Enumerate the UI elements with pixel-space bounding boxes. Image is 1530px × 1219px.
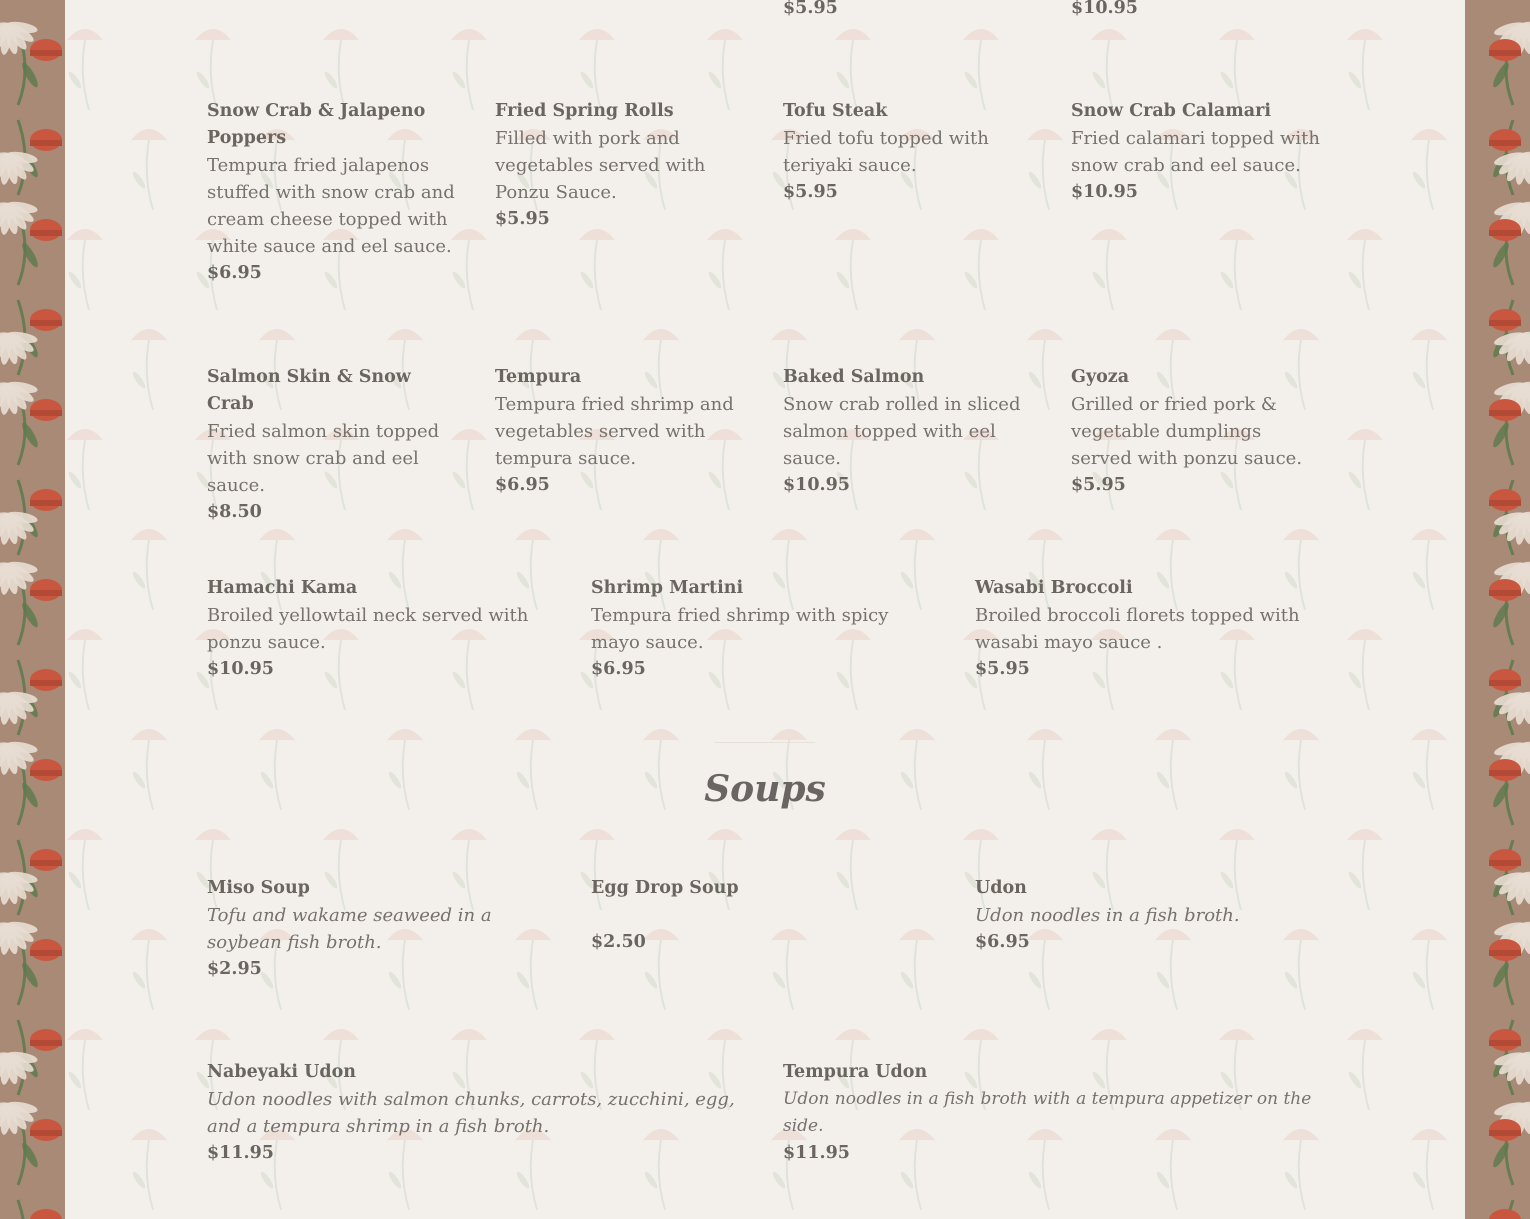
menu-item: [207, 1059, 737, 1167]
menu-panel: [65, 0, 1465, 1219]
item-description: Filled with pork and vegetables served with Ponzu Sauce.: [495, 128, 706, 203]
section-divider: [715, 742, 815, 743]
item-description: Broiled yellowtail neck served with ponzu sauce.: [207, 605, 529, 653]
menu-item: [975, 575, 1305, 683]
menu-item: [783, 0, 1033, 22]
item-name: Nabeyaki Udon: [207, 1062, 356, 1082]
menu-item: [783, 98, 1038, 206]
item-description: Udon noodles with salmon chunks, carrots, zucchini, egg, and a tempura shrimp in a fish broth.: [207, 1089, 735, 1137]
item-description: Tempura fried shrimp with spicy mayo sauce.: [591, 605, 889, 653]
menu-item: [591, 575, 921, 683]
section-title-soups: Soups: [704, 768, 826, 810]
item-price: $5.95: [975, 659, 1030, 679]
item-name: Fried Spring Rolls: [495, 101, 674, 121]
menu-item: [1071, 98, 1326, 206]
item-price: $11.95: [207, 1143, 274, 1163]
item-name: Shrimp Martini: [591, 578, 744, 598]
menu-item: [207, 875, 537, 983]
menu-item: [207, 364, 462, 526]
item-price: $10.95: [207, 659, 274, 679]
item-price: $5.95: [1071, 475, 1126, 495]
item-name: Salmon Skin & Snow Crab: [207, 367, 411, 414]
item-description: Snow crab rolled in sliced salmon topped with eel sauce.: [783, 394, 1021, 469]
floral-pattern-icon: [0, 0, 65, 1219]
item-price: $5.95: [783, 0, 838, 18]
item-name: Snow Crab & Jalapeno Poppers: [207, 101, 426, 148]
item-price: $8.50: [207, 502, 262, 522]
item-price: $10.95: [783, 475, 850, 495]
item-name: Tofu Steak: [783, 101, 888, 121]
item-price: $6.95: [495, 475, 550, 495]
item-price: $6.95: [207, 263, 262, 283]
item-name: Udon: [975, 878, 1027, 898]
item-name: Snow Crab Calamari: [1071, 101, 1271, 121]
item-name: Gyoza: [1071, 367, 1130, 387]
item-price: $10.95: [1071, 0, 1138, 18]
menu-item: [591, 875, 921, 956]
item-price: $2.95: [207, 959, 262, 979]
item-name: Wasabi Broccoli: [975, 578, 1133, 598]
item-description: Tempura fried jalapenos stuffed with snow crab and cream cheese topped with white sauce and eel sauce.: [207, 155, 455, 257]
item-description: Udon noodles in a fish broth with a tempura appetizer on the side.: [783, 1089, 1312, 1136]
item-name: Tempura Udon: [783, 1062, 928, 1082]
menu-item: [1071, 0, 1321, 22]
item-description: Fried tofu topped with teriyaki sauce.: [783, 128, 989, 176]
menu-item: [495, 98, 750, 233]
item-description: Broiled broccoli florets topped with wasabi mayo sauce .: [975, 605, 1300, 653]
item-name: Baked Salmon: [783, 367, 925, 387]
item-price: $5.95: [495, 209, 550, 229]
right-floral-border: [1465, 0, 1530, 1219]
item-price: $11.95: [783, 1143, 850, 1163]
item-description: Udon noodles in a fish broth.: [975, 905, 1240, 926]
item-name: Egg Drop Soup: [591, 878, 739, 898]
menu-item: [495, 364, 750, 499]
left-floral-border: [0, 0, 65, 1219]
item-description: Tempura fried shrimp and vegetables served with tempura sauce.: [495, 394, 734, 469]
item-description: [591, 902, 921, 929]
item-price: $6.95: [591, 659, 646, 679]
floral-pattern-icon: [1465, 0, 1530, 1219]
item-price: $5.95: [783, 182, 838, 202]
menu-item: [1071, 364, 1326, 499]
item-name: Miso Soup: [207, 878, 310, 898]
item-name: Hamachi Kama: [207, 578, 358, 598]
item-description: Tofu and wakame seaweed in a soybean fish broth.: [207, 905, 492, 953]
item-description: Fried calamari topped with snow crab and eel sauce.: [1071, 128, 1320, 176]
menu-item: [783, 1059, 1343, 1167]
menu-item: [207, 98, 462, 287]
menu-item: [207, 575, 537, 683]
item-name: Tempura: [495, 367, 582, 387]
item-price: $6.95: [975, 932, 1030, 952]
item-description: Grilled or fried pork & vegetable dumplings served with ponzu sauce.: [1071, 394, 1303, 469]
menu-item: [975, 875, 1305, 956]
item-price: $2.50: [591, 932, 646, 952]
menu-item: [783, 364, 1038, 499]
item-price: $10.95: [1071, 182, 1138, 202]
item-description: Fried salmon skin topped with snow crab and eel sauce.: [207, 421, 440, 496]
